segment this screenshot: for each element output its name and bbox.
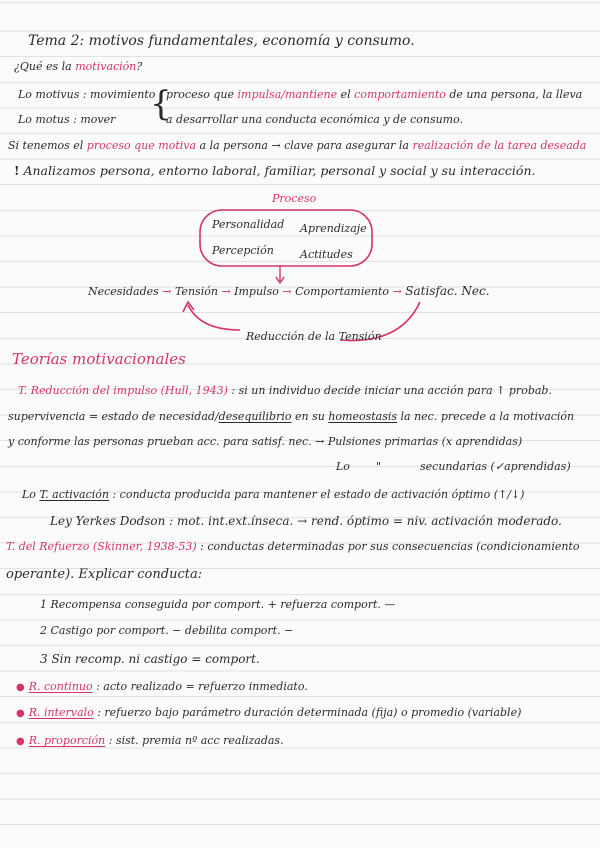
flow-step-tension: Tensión — [174, 285, 218, 298]
si-text-c: a la persona → clave para asegurar la — [196, 139, 413, 152]
theory-skinner-line — [6, 540, 579, 554]
process-item-actitudes: Actitudes — [300, 248, 353, 261]
bullet-continuo-title: R. continuo — [28, 680, 93, 693]
page-title: Tema 2: motivos fundamentales, economía y consumo. — [28, 33, 415, 49]
list-item: 3 Sin recomp. ni castigo = comport. — [40, 652, 260, 666]
process-label: Proceso — [272, 192, 317, 205]
si-text-b: proceso que motiva — [86, 139, 197, 152]
list-item: 1 Recompensa conseguida por comport. + refuerza comport. — — [40, 598, 396, 611]
theory-hull-text: : si un individuo decide iniciar una acción para ↑ probab. — [227, 384, 552, 397]
theory-hull-line-4-prefix: Lo — [336, 460, 350, 473]
theory-hull-line-1 — [18, 384, 552, 398]
hull-l2-e: la nec. precede a la motivación — [397, 410, 575, 423]
theory-hull-line-4: secundarias (✓aprendidas) — [420, 460, 571, 473]
process-item-percepcion: Percepción — [212, 244, 274, 257]
bullet-icon: ● — [16, 708, 25, 719]
definition-motivus: Lo motivus : movimiento — [18, 88, 156, 101]
activation-title: T. activación — [39, 488, 109, 501]
theory-hull-title: T. Reducción del impulso (Hull, 1943) — [18, 384, 228, 397]
hull-l2-d: homeostasis — [328, 410, 398, 423]
bullet-proporcion-title: R. proporción — [28, 734, 106, 747]
skinner-title: T. del Refuerzo (Skinner, 1938-53) — [6, 540, 197, 553]
si-text-a: Si tenemos el — [8, 139, 87, 152]
question-prefix: ¿Qué es la — [14, 60, 76, 73]
arrow-right-icon: → — [221, 285, 231, 298]
bullet-icon: ● — [16, 736, 25, 747]
flow-step-necesidades: Necesidades — [88, 285, 159, 298]
bullet-intervalo-text: : refuerzo bajo parámetro duración determinada (fija) o promedio (variable) — [93, 706, 522, 719]
def-text-a: proceso que — [166, 88, 238, 101]
bullet-continuo — [16, 680, 308, 695]
question-suffix: ? — [136, 60, 143, 73]
def-text-e: de una persona, la lleva — [445, 88, 583, 101]
skinner-text: : conductas determinadas por sus consecuencias (condicionamiento — [196, 540, 580, 553]
process-item-personalidad: Personalidad — [212, 218, 285, 231]
hull-l2-c: en su — [291, 410, 329, 423]
theory-hull-line-4-ditto: " — [376, 460, 382, 473]
activation-text: : conducta producida para mantener el estado de activación óptimo (↑/↓) — [108, 488, 525, 501]
theory-hull-line-2 — [8, 410, 574, 424]
flow-step-impulso: Impulso — [234, 285, 279, 298]
reduction-label: Reducción de la Tensión — [246, 330, 382, 343]
bullet-icon: ● — [16, 682, 25, 693]
analysis-text: Analizamos persona, entorno laboral, familiar, personal y social y su interacción. — [23, 163, 536, 178]
definition-motus: Lo motus : mover — [18, 113, 116, 126]
arrow-right-icon: → — [282, 285, 292, 298]
si-text-d: realización de la tarea deseada — [412, 139, 587, 152]
def-text-c: el — [337, 88, 355, 101]
reduction-arrow-left — [188, 305, 240, 330]
theory-hull-line-3: y conforme las personas prueban acc. para satisf. nec. → Pulsiones primarias (x aprendidas) — [8, 435, 523, 448]
def-text-b: impulsa/mantiene — [237, 88, 338, 101]
bullet-proporcion — [16, 734, 284, 749]
curly-brace-icon: { — [150, 84, 172, 124]
question-term: motivación — [75, 60, 137, 73]
hull-l2-a: supervivencia = estado de necesidad/ — [8, 410, 219, 423]
arrow-right-icon: → — [392, 285, 402, 298]
exclamation-icon: ! — [14, 163, 20, 178]
bullet-intervalo — [16, 706, 521, 721]
def-text-d: comportamiento — [354, 88, 446, 101]
theories-heading: Teorías motivacionales — [12, 350, 186, 368]
bullet-proporcion-text: : sist. premia nº acc realizadas. — [105, 734, 284, 747]
process-item-aprendizaje: Aprendizaje — [300, 222, 367, 235]
definition-process-line-2: a desarrollar una conducta económica y de consumo. — [166, 113, 464, 126]
hull-l2-b: desequilibrio — [218, 410, 292, 423]
bullet-intervalo-title: R. intervalo — [28, 706, 94, 719]
flow-step-comportamiento: Comportamiento — [295, 285, 390, 298]
activation-prefix: Lo — [22, 488, 40, 501]
flow-step-satisfaccion: Satisfac. Nec. — [405, 284, 490, 298]
theory-activation-line — [22, 488, 524, 502]
bullet-continuo-text: : acto realizado = refuerzo inmediato. — [92, 680, 308, 693]
flow-line — [88, 284, 490, 299]
yerkes-dodson-line: Ley Yerkes Dodson : mot. int.ext.ínseca. → rend. óptimo = niv. activación moderado. — [50, 514, 562, 528]
arrow-right-icon: → — [162, 285, 172, 298]
operante-line: operante). Explicar conducta: — [6, 567, 203, 582]
list-item: 2 Castigo por comport. − debilita comport. − — [40, 624, 294, 637]
